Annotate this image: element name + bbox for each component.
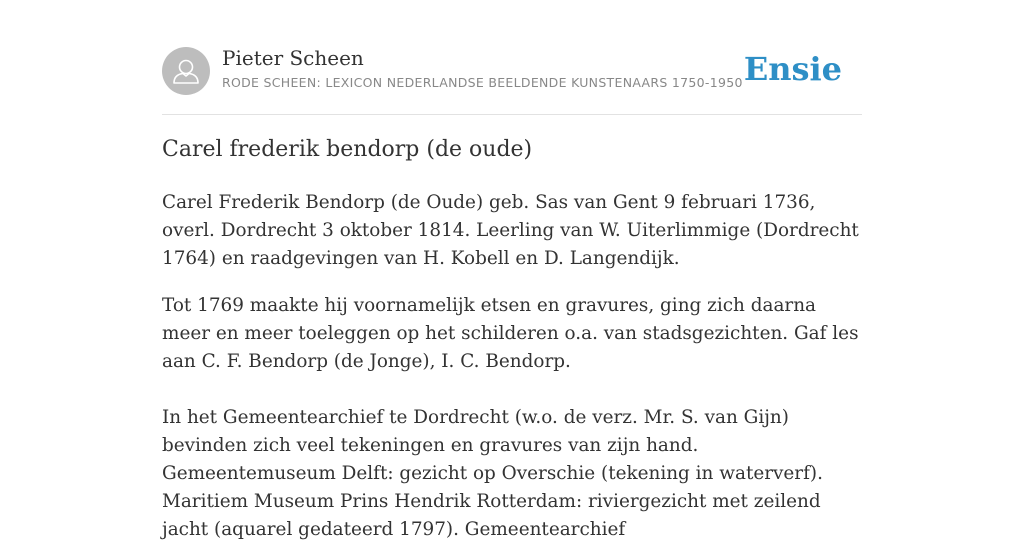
page-header (162, 44, 862, 115)
article-body (162, 189, 862, 544)
author-name[interactable]: Pieter Scheen (222, 46, 364, 70)
user-icon (162, 47, 210, 95)
article-title: Carel frederik bendorp (de oude) (162, 137, 533, 162)
article-paragraph: In het Gemeentearchief te Dordrecht (w.o. de verz. Mr. S. van Gijn) bevinden zich veel tekeningen en gravures van zijn hand. Gemeentemuseum Delft: gezicht op Overschie (tekening in waterverf). Maritiem Museum Prins Hendrik Rotterdam: riviergezicht met zeilend jacht (aquarel gedateerd 1797). Gemeentearchief (162, 407, 823, 540)
source-title[interactable]: RODE SCHEEN: LEXICON NEDERLANDSE BEELDENDE KUNSTENAARS 1750-1950 (222, 75, 743, 90)
article-paragraph: Tot 1769 maakte hij voornamelijk etsen en gravures, ging zich daarna meer en meer toeleggen op het schilderen o.a. van stadsgezichten. Gaf les aan C. F. Bendorp (de Jonge), I. C. Bendorp. (162, 295, 859, 372)
author-avatar[interactable] (162, 47, 210, 95)
article-paragraph: Carel Frederik Bendorp (de Oude) geb. Sas van Gent 9 februari 1736, overl. Dordrecht 3 oktober 1814. Leerling van W. Uiterlimmige (Dordrecht 1764) en raadgevingen van H. Kobell en D. Langendijk. (162, 192, 859, 269)
ensie-logo[interactable]: Ensie (743, 50, 842, 88)
